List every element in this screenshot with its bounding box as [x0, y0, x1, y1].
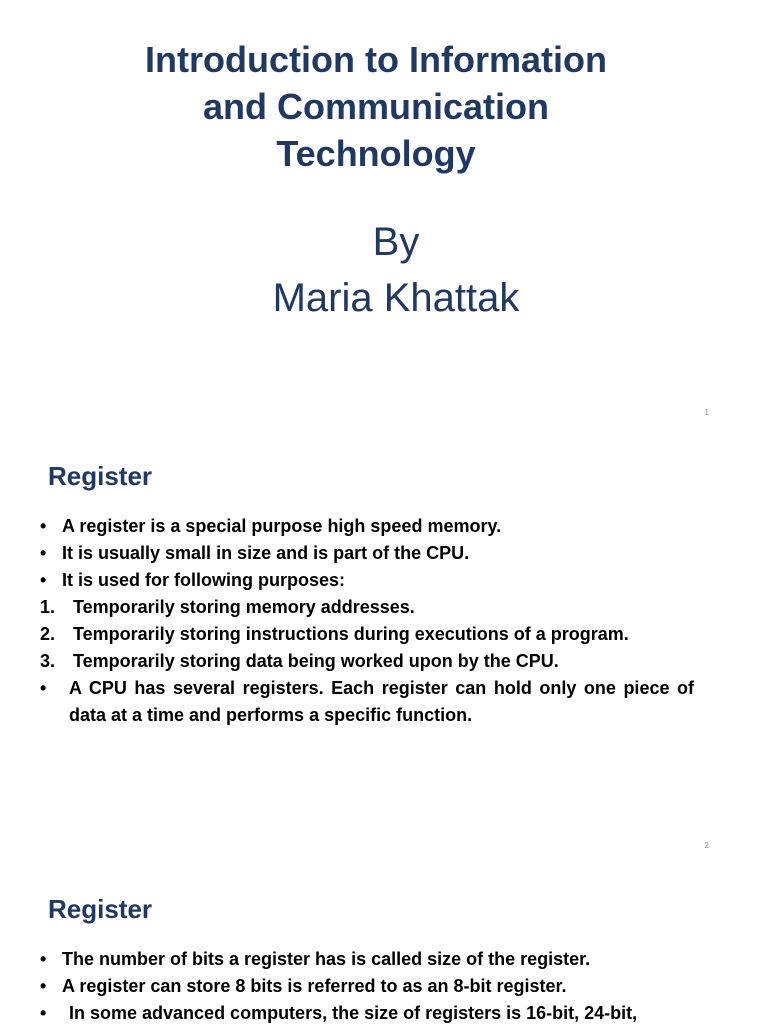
- bullet-list: [40, 513, 694, 729]
- list-item-text: Temporarily storing memory addresses.: [73, 597, 415, 617]
- list-item: [40, 540, 694, 567]
- bullet-marker: •: [40, 570, 47, 590]
- list-item: [40, 513, 694, 540]
- number-marker: 3.: [40, 651, 56, 671]
- list-item: [40, 594, 694, 621]
- list-item-text: It is used for following purposes:: [62, 570, 346, 590]
- number-marker: 1.: [40, 597, 56, 617]
- list-item: [40, 973, 694, 1000]
- list-item-text: Temporarily storing instructions during executions of a program.: [73, 624, 629, 644]
- list-item-text: Temporarily storing data being worked upon by the CPU.: [73, 651, 559, 671]
- list-item: [40, 567, 694, 594]
- slide-3: [0, 866, 768, 1024]
- bullet-marker: •: [40, 516, 47, 536]
- slide-1: [0, 0, 768, 433]
- slide-number: 2: [704, 841, 709, 850]
- author-block: [84, 214, 708, 326]
- bullet-marker: •: [40, 976, 47, 996]
- list-item-text: In some advanced computers, the size of registers is 16-bit, 24-bit,: [69, 1003, 638, 1023]
- list-item: [40, 946, 694, 973]
- title-line-3: Technology: [276, 133, 476, 174]
- list-item: [40, 1000, 694, 1027]
- list-item-text: A register can store 8 bits is referred to as an 8-bit register.: [62, 976, 567, 996]
- slide-2: [0, 433, 768, 866]
- title-line-2: and Communication: [202, 86, 549, 127]
- bullet-list: [40, 946, 694, 1027]
- by-label: By: [372, 220, 420, 264]
- list-item-text: The number of bits a register has is called size of the register.: [62, 949, 591, 969]
- list-item-text: A CPU has several registers. Each register can hold only one piece of data at a time and performs a specific function.: [69, 678, 694, 725]
- list-item: [40, 621, 694, 648]
- title-line-1: Introduction to Information: [145, 39, 607, 80]
- slide-number: 1: [704, 408, 709, 417]
- list-item: [40, 675, 694, 729]
- list-item: [40, 648, 694, 675]
- bullet-marker: •: [40, 678, 47, 698]
- bullet-marker: •: [40, 949, 47, 969]
- list-item-text: It is usually small in size and is part of the CPU.: [62, 543, 470, 563]
- list-item-text: A register is a special purpose high speed memory.: [62, 516, 502, 536]
- bullet-marker: •: [40, 1003, 47, 1023]
- number-marker: 2.: [40, 624, 56, 644]
- author-name: Maria Khattak: [272, 276, 520, 320]
- slide-heading: Register: [48, 461, 153, 491]
- presentation-title: [84, 36, 668, 177]
- bullet-marker: •: [40, 543, 47, 563]
- slide-heading: Register: [48, 894, 153, 924]
